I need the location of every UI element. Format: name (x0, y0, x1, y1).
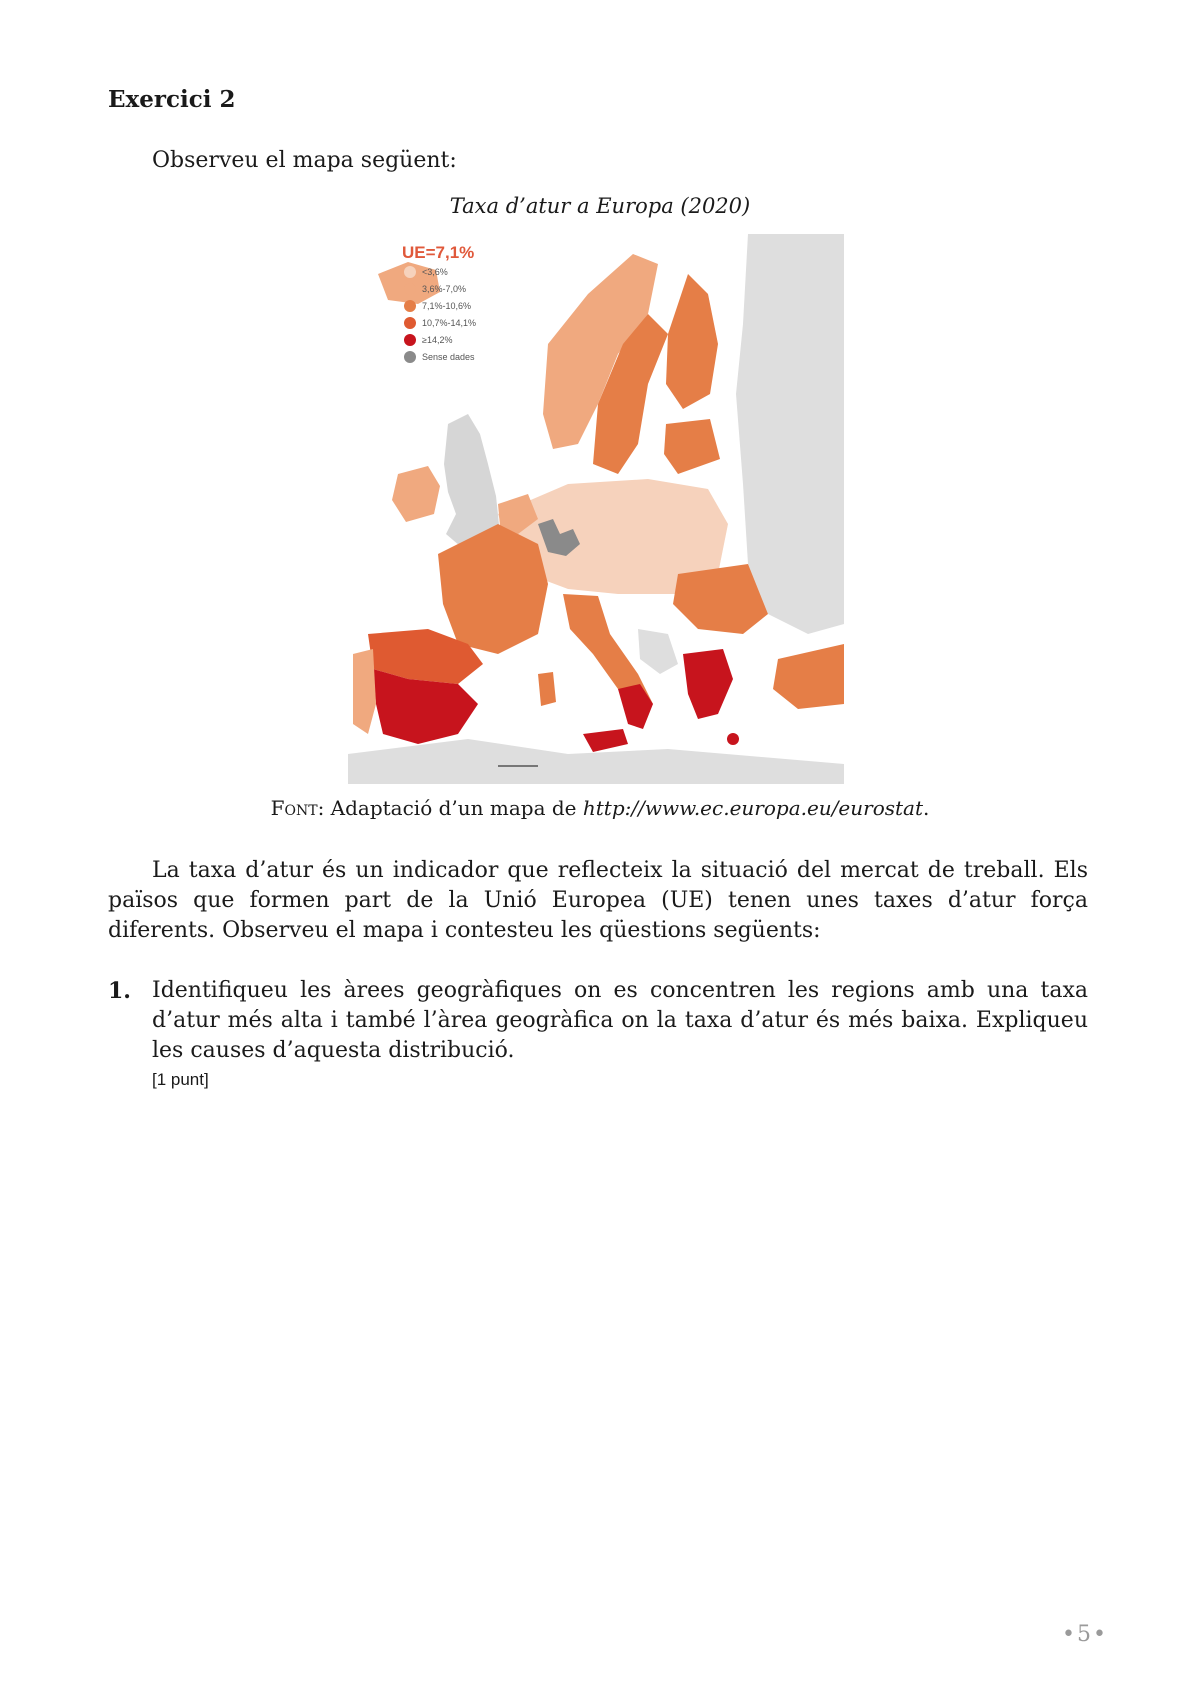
source-url[interactable]: http://www.ec.europa.eu/eurostat (582, 796, 924, 820)
legend-label: 10,7%-14,1% (422, 318, 477, 328)
legend-swatch (404, 300, 416, 312)
legend-swatch (404, 351, 416, 363)
legend-label: 3,6%-7,0% (422, 284, 467, 294)
map-russia-land (736, 234, 844, 634)
legend-swatch (404, 283, 416, 295)
legend-label: ≥14,2% (422, 335, 453, 345)
legend-label: 7,1%-10,6% (422, 301, 472, 311)
question-text: Identifiqueu les àrees geogràfiques on es concentren les regions amb una taxa d’atur més alta i també l’àrea geogràfica on la taxa d’atur és més baixa. Expliqueu les causes d’aquesta distribució. (152, 978, 1088, 1063)
legend-swatch (404, 334, 416, 346)
exercise-title: Exercici 2 (108, 86, 236, 113)
map-title: Taxa d’atur a Europa (2020) (449, 194, 751, 218)
exercise-intro: Observeu el mapa següent: (152, 148, 457, 173)
unemployment-map (348, 234, 844, 784)
legend-swatch (404, 266, 416, 278)
page-number: •5• (1062, 1622, 1108, 1647)
legend-swatch (404, 317, 416, 329)
map-sardinia (538, 672, 556, 706)
legend-header: UE=7,1% (402, 243, 475, 262)
question-points: [1 punt] (152, 1070, 209, 1089)
map-source: Font: Adaptació d’un mapa de http://www.ec.europa.eu/eurostat. (270, 796, 930, 820)
source-text: Adaptació d’un mapa de (330, 796, 577, 820)
map-crete (727, 733, 739, 745)
legend-label: Sense dades (422, 352, 475, 362)
context-paragraph: La taxa d’atur és un indicador que reflecteix la situació del mercat de treball. Els països que formen part de la Unió Europea (UE) tenen unes taxes d’atur força diferents. Observeu el mapa i contesteu les qüestions següents: (108, 858, 1088, 943)
question-1 (108, 976, 1088, 1066)
legend-label: <3,6% (422, 267, 448, 277)
question-number: 1. (108, 978, 131, 1004)
europe-map-graphic (348, 234, 844, 784)
source-label: Font (270, 796, 318, 820)
